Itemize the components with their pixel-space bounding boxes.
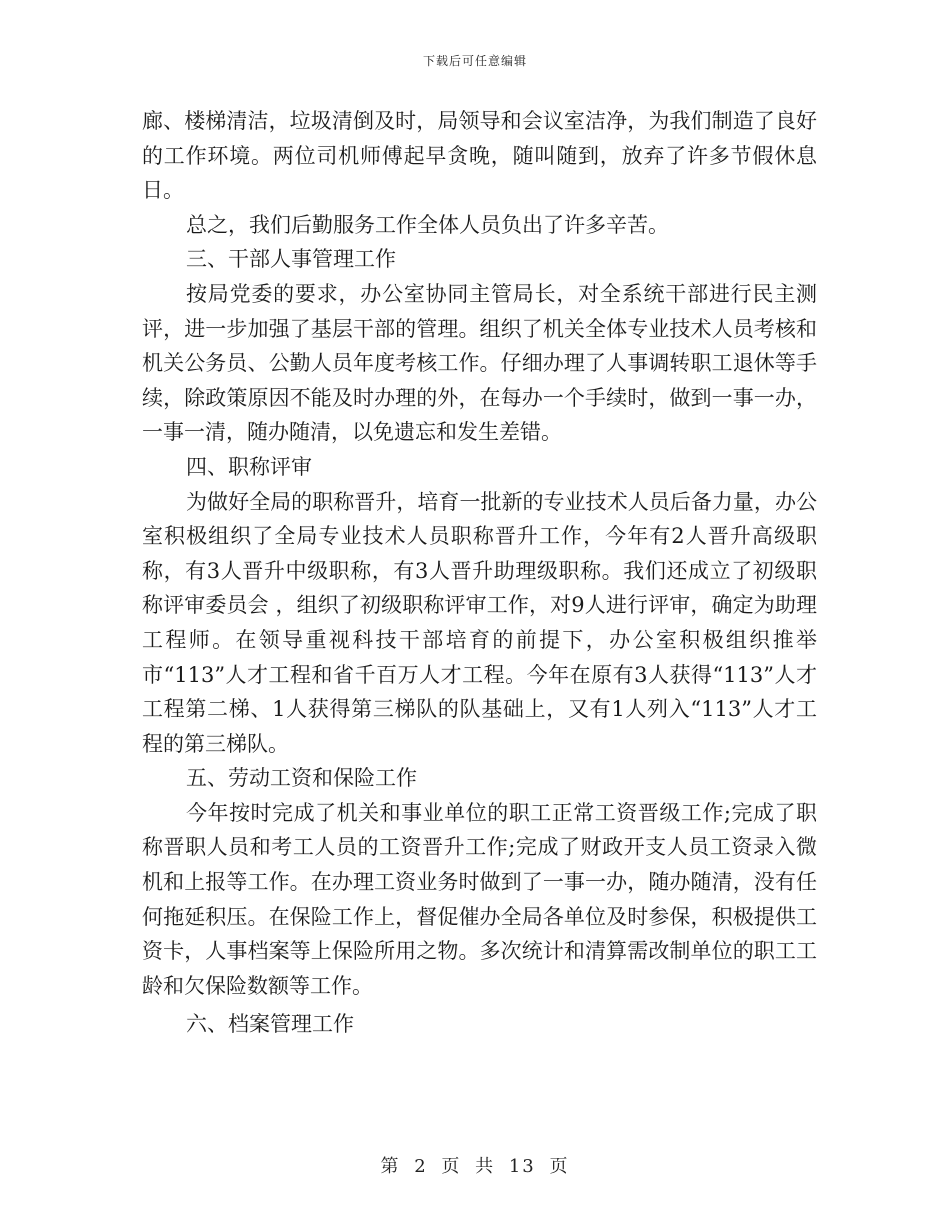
- paragraph-section-3: 按局党委的要求，办公室协同主管局长，对全系统干部进行民主测评，进一步加强了基层干部的管理。组织了机关全体专业技术人员考核和机关公务员、公勤人员年度考核工作。仔细办理了人事调转职工退休等手续，除政策原因不能及时办理的外，在每办一个手续时，做到一事一办，一事一清，随办随清，以免遗忘和发生差错。: [142, 281, 817, 445]
- section-heading-4: 四、职称评审: [186, 454, 312, 479]
- section-heading-3: 三、干部人事管理工作: [186, 247, 396, 272]
- paragraph-section-5: 今年按时完成了机关和事业单位的职工正常工资晋级工作;完成了职称晋职人员和考工人员的工资晋升工作;完成了财政开支人员工资录入微机和上报等工作。在办理工资业务时做到了一事一办，随办随清，没有任何拖延积压。在保险工作上，督促催办全局各单位及时参保，积极提供工资卡，人事档案等上保险所用之物。多次统计和清算需改制单位的职工工龄和欠保险数额等工作。: [142, 800, 817, 998]
- page-header: 下载后可任意编辑: [422, 54, 527, 68]
- document-body: [142, 104, 817, 1042]
- paragraph-continued: 廊、楼梯清洁，垃圾清倒及时，局领导和会议室洁净，为我们制造了良好的工作环境。两位司机师傅起早贪晚，随叫随到，放弃了许多节假休息日。: [142, 109, 817, 203]
- paragraph-summary: 总之，我们后勤服务工作全体人员负出了许多辛苦。: [186, 212, 669, 237]
- section-heading-5: 五、劳动工资和保险工作: [186, 766, 417, 791]
- paragraph-section-4: 为做好全局的职称晋升，培育一批新的专业技术人员后备力量，办公室积极组织了全局专业技术人员职称晋升工作，今年有2人晋升高级职称，有3人晋升中级职称，有3人晋升助理级职称。我们还成立了初级职称评审委员会 ，组织了初级职称评审工作，对9人进行评审，确定为助理工程师。在领导重视科技干部培育的前提下，办公室积极组织推举市“113”人才工程和省千百万人才工程。今年在原有3人获得“113”人才工程第二梯、1人获得第三梯队的队基础上，又有1人列入“113”人才工程的第三梯队。: [142, 489, 817, 756]
- section-heading-6: 六、档案管理工作: [186, 1012, 354, 1037]
- page-number: 第 2 页 共 13 页: [380, 1156, 570, 1177]
